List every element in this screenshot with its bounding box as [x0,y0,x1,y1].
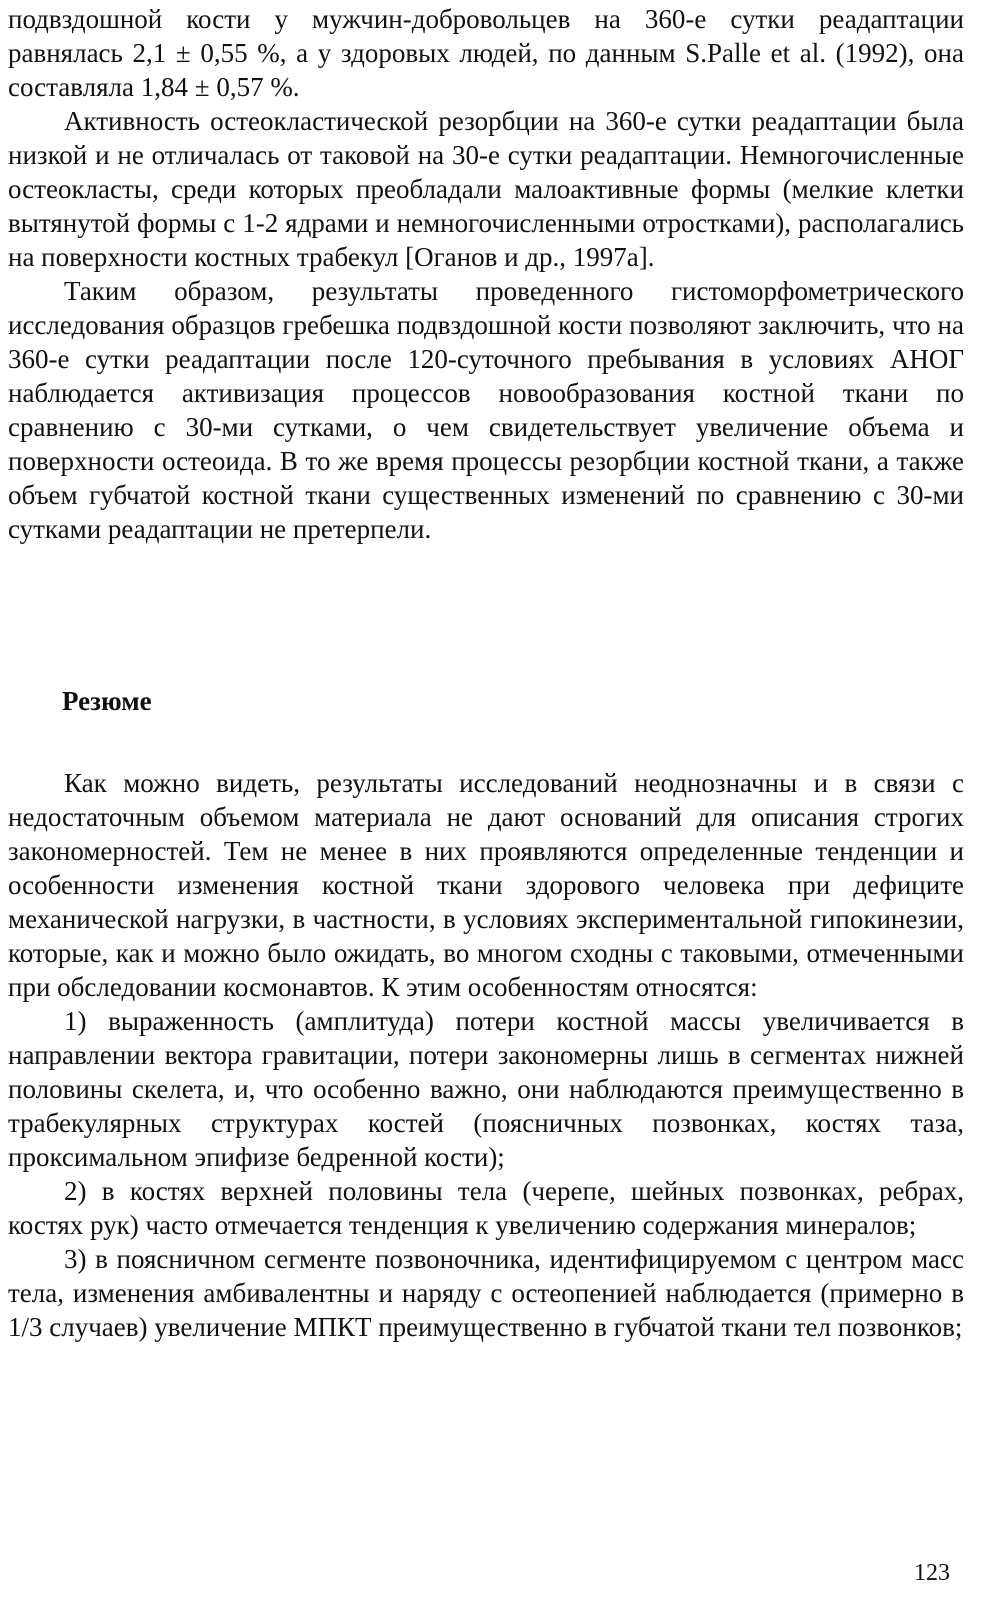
paragraph-osteoclast-activity: Активность остеокластической резорбции на 360-е сутки реадаптации была низкой и не отличалась от таковой на 30-е сутки реадаптации. Немногочисленные остеокласты, среди которых преобладали малоактивные формы (мелкие клетки вытянутой формы с 1-2 ядрами и немногочисленными отростками), располагались на поверхности костных трабекул [Оганов и др., 1997а]. [8,106,964,272]
paragraph-summary-intro: Как можно видеть, результаты исследований неоднозначны и в связи с недостаточным объемом материала не дают оснований для описания строгих закономерностей. Тем не менее в них проявляются определенные тенденции и особенности изменения костной ткани здорового человека при дефиците механической нагрузки, в частности, в условиях экспериментальной гипокинезии, которые, как и можно было ожидать, во многом сходны с таковыми, отмеченными при обследовании космонавтов. К этим особенностям относятся: [8,768,964,1002]
section-heading-summary: Резюме [62,686,152,716]
list-item-3: 3) в поясничном сегменте позвоночника, идентифицируемом с центром масс тела, изменения амбивалентны и наряду с остеопенией наблюдается (примерно в 1/3 случаев) увеличение МПКТ преимущественно в губчатой ткани тел позвонков; [8,1244,964,1342]
list-item-2: 2) в костях верхней половины тела (черепе, шейных позвонках, ребрах, костях рук) часто отмечается тенденция к увеличению содержания минералов; [8,1176,964,1240]
paragraph-conclusion: Таким образом, результаты проведенного гистоморфометрического исследования образцов гребешка подвздошной кости позволяют заключить, что на 360-е сутки реадаптации после 120-суточного пребывания в условиях АНОГ наблюдается активизация процессов новообразования костной ткани по сравнению с 30-ми сутками, о чем свидетельствует увеличение объема и поверхности остеоида. В то же время процессы резорбции костной ткани, а также объем губчатой костной ткани существенных изменений по сравнению с 30-ми сутками реадаптации не претерпели. [8,276,964,544]
paragraph-continuation: подвздошной кости у мужчин-добровольцев на 360-е сутки реадаптации равнялась 2,1 ± 0,55 %, а у здоровых людей, по данным S.Palle et al. (1992), она составляла 1,84 ± 0,57 %. [8,4,964,102]
page-number: 123 [914,1560,950,1586]
body-text-summary [8,766,964,1344]
list-item-1: 1) выраженность (амплитуда) потери костной массы увеличивается в направлении вектора гравитации, потери закономерны лишь в сегментах нижней половины скелета, и, что особенно важно, они наблюдаются преимущественно в трабекулярных структурах костей (поясничных позвонках, костях таза, проксимальном эпифизе бедренной кости); [8,1006,964,1172]
body-text-upper [8,2,964,546]
